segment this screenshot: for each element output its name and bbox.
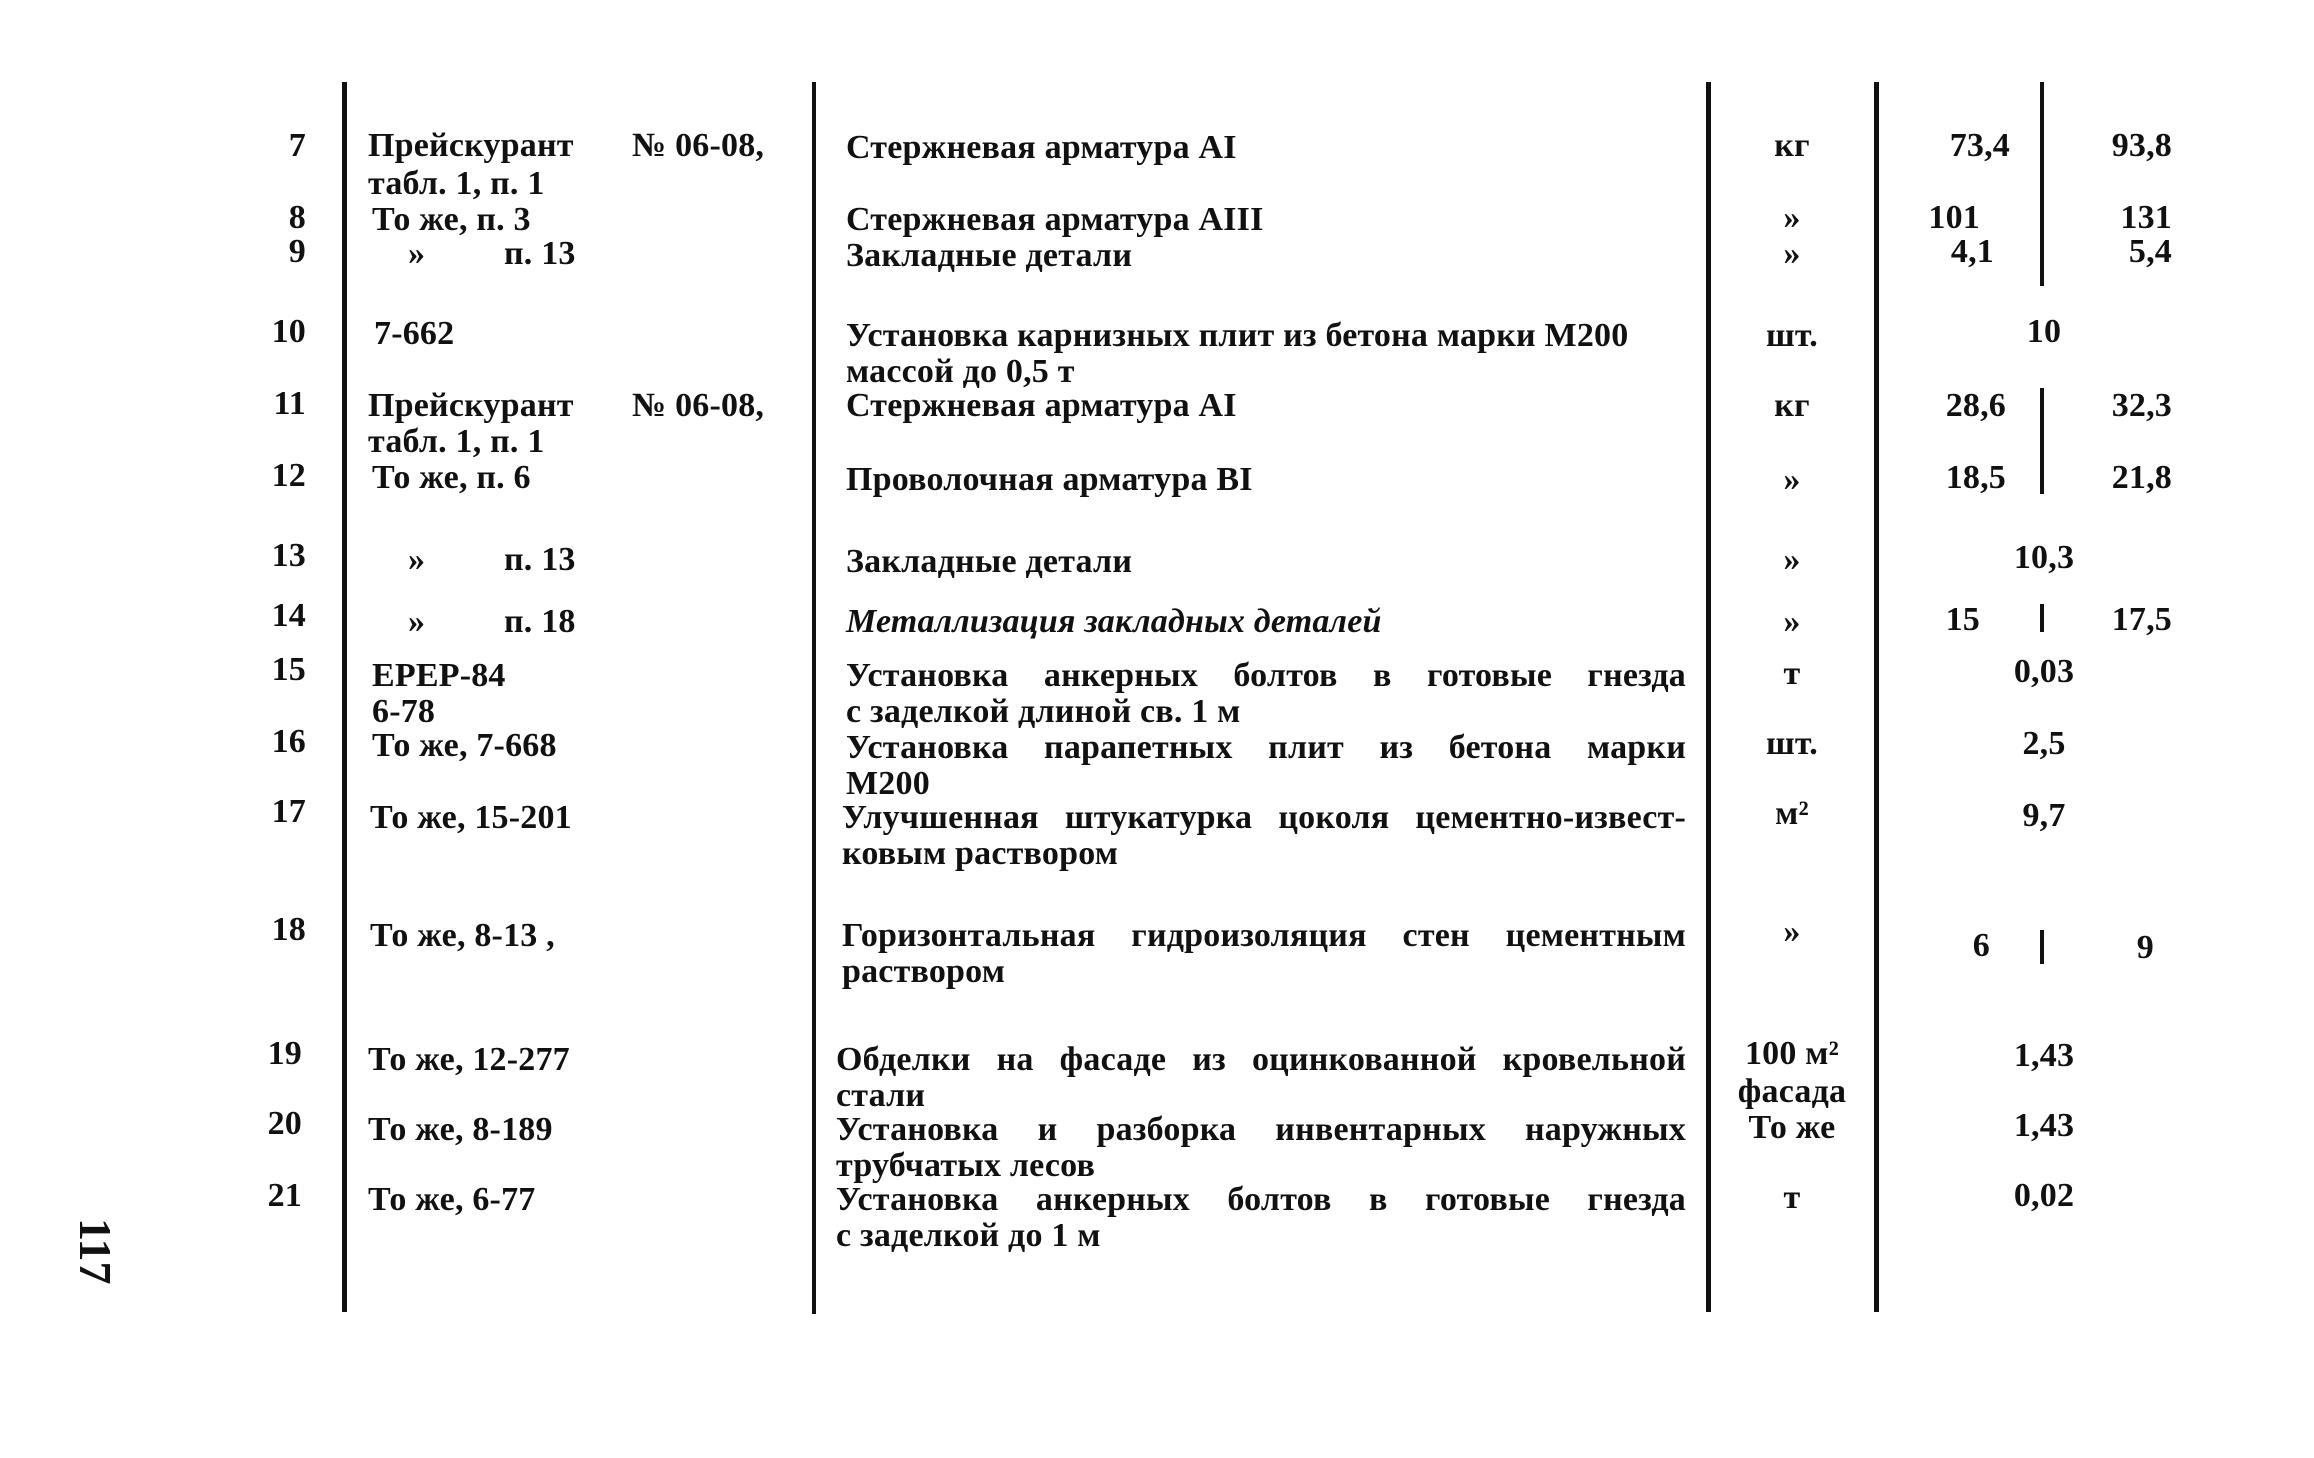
reference: ЕРЕР-84 (372, 657, 506, 694)
row-number: 8 (288, 199, 306, 236)
reference-item: п. 13 (504, 541, 576, 578)
row-number: 21 (267, 1177, 302, 1214)
reference-number: № 06-08, (632, 387, 765, 424)
unit: » (1783, 603, 1801, 640)
value: 1,43 (2013, 1107, 2075, 1144)
value: 0,03 (2013, 653, 2075, 690)
row-number: 16 (271, 723, 306, 760)
value-1: 4,1 (1950, 233, 1994, 270)
description (846, 318, 1698, 390)
reference-line-2: табл. 1, п. 1 (368, 165, 545, 202)
reference: То же, 6-77 (368, 1181, 536, 1218)
description-line-2: с заделкой длиной св. 1 м (846, 693, 1241, 730)
description (836, 1182, 1686, 1254)
description (846, 202, 1686, 238)
ditto-mark: » (408, 235, 426, 272)
description-text: Закладные детали (846, 543, 1133, 580)
description-text: Металлизация закладных деталей (846, 603, 1382, 640)
row-number: 19 (267, 1035, 302, 1072)
description-text: Стержневая арматура AIII (846, 201, 1264, 238)
reference: 7-662 (374, 315, 455, 352)
reference: То же, 8-189 (368, 1111, 553, 1148)
unit: » (1783, 235, 1801, 272)
description-line-2: с заделкой до 1 м (836, 1217, 1101, 1254)
value-split-rule (2040, 930, 2044, 964)
page-number: 117 (70, 1218, 121, 1285)
unit-line-2: фасада (1737, 1073, 1847, 1110)
ditto-mark: » (408, 541, 426, 578)
row-number: 20 (267, 1105, 302, 1142)
unit: м² (1775, 795, 1809, 832)
value-2: 5,4 (2128, 233, 2172, 270)
description (846, 462, 1686, 498)
description-line-2: ковым раствором (842, 835, 1119, 872)
description-line-2: M200 (846, 765, 930, 802)
value: 10 (2026, 313, 2062, 350)
description-line-1: Горизонтальная гидроизоляция стен цементным (842, 917, 1686, 954)
value-1: 101 (1928, 199, 1980, 236)
description-line-2: раствором (842, 953, 1006, 990)
description (846, 730, 1686, 802)
value-2: 21,8 (2111, 459, 2172, 496)
value: 2,5 (2022, 725, 2066, 762)
description (846, 604, 1686, 640)
description (846, 130, 1686, 166)
value-2: 9 (2136, 929, 2154, 966)
description (846, 388, 1686, 424)
row-number: 17 (271, 793, 306, 830)
reference: То же, 15-201 (370, 799, 572, 836)
unit: » (1783, 199, 1801, 236)
unit: » (1783, 913, 1801, 950)
unit: То же (1748, 1109, 1836, 1146)
column-rule (342, 82, 347, 1312)
unit: кг (1774, 387, 1810, 424)
column-rule (1874, 82, 1879, 1312)
reference: То же, 8-13 , (370, 917, 555, 954)
reference: Прейскурант (368, 387, 574, 424)
description-line-1: Установка парапетных плит из бетона марки (846, 729, 1686, 766)
description-line-2: стали (836, 1077, 926, 1114)
reference-line-2: табл. 1, п. 1 (368, 423, 545, 460)
column-rule (1706, 82, 1711, 1312)
row-number: 10 (271, 313, 306, 350)
value: 0,02 (2013, 1177, 2075, 1214)
description-line-1: Установка карнизных плит из бетона марки M200 (846, 317, 1629, 354)
unit: » (1783, 461, 1801, 498)
value-2: 17,5 (2111, 601, 2172, 638)
reference-line-2: 6-78 (372, 693, 436, 730)
value: 10,3 (2013, 539, 2075, 576)
unit: шт. (1766, 725, 1818, 762)
description (846, 238, 1686, 274)
reference-item: п. 13 (504, 235, 576, 272)
reference-number: № 06-08, (632, 127, 765, 164)
row-number: 14 (271, 597, 306, 634)
description-line-1: Обделки на фасаде из оцинкованной кровельной (836, 1041, 1686, 1078)
description (836, 1112, 1686, 1184)
description (842, 800, 1686, 872)
ditto-mark: » (408, 603, 426, 640)
description (842, 918, 1686, 990)
unit: шт. (1766, 317, 1818, 354)
row-number: 11 (273, 385, 306, 422)
reference: То же, п. 6 (372, 459, 531, 496)
value-1: 28,6 (1945, 387, 2006, 424)
row-number: 18 (271, 911, 306, 948)
unit: т (1783, 1179, 1801, 1216)
value-2: 32,3 (2111, 387, 2172, 424)
description (846, 544, 1686, 580)
value-split-rule (2040, 388, 2044, 494)
description-text: Проволочная арматура BI (846, 461, 1253, 498)
value-1: 6 (1972, 927, 1990, 964)
description (836, 1042, 1686, 1114)
row-number: 12 (271, 457, 306, 494)
description-line-1: Установка и разборка инвентарных наружных (836, 1111, 1686, 1148)
value-split-rule (2040, 82, 2044, 286)
value-2: 93,8 (2111, 127, 2172, 164)
description (846, 658, 1686, 730)
value: 9,7 (2022, 797, 2066, 834)
description-text: Закладные детали (846, 237, 1133, 274)
description-line-1: Установка анкерных болтов в готовые гнезда (836, 1181, 1686, 1218)
unit: » (1783, 541, 1801, 578)
value-1: 15 (1945, 601, 1980, 638)
value: 1,43 (2013, 1037, 2075, 1074)
description-line-1: Установка анкерных болтов в готовые гнезда (846, 657, 1686, 694)
unit: т (1783, 655, 1801, 692)
reference: Прейскурант (368, 127, 574, 164)
value-1: 18,5 (1945, 459, 2006, 496)
description-line-1: Улучшенная штукатурка цоколя цементно-извест- (842, 799, 1686, 836)
reference: То же, 12-277 (368, 1041, 570, 1078)
row-number: 7 (288, 127, 306, 164)
reference: То же, 7-668 (372, 727, 557, 764)
value-1: 73,4 (1949, 127, 2010, 164)
reference-item: п. 18 (504, 603, 576, 640)
row-number: 13 (271, 537, 306, 574)
value-2: 131 (2120, 199, 2172, 236)
value-split-rule (2040, 604, 2044, 632)
row-number: 9 (288, 233, 306, 270)
row-number: 15 (271, 651, 306, 688)
description-text: Стержневая арматура AI (846, 129, 1237, 166)
description-line-2: трубчатых лесов (836, 1147, 1096, 1184)
reference: То же, п. 3 (372, 201, 531, 238)
description-line-2: массой до 0,5 т (846, 353, 1075, 390)
unit: кг (1774, 127, 1810, 164)
column-rule (812, 82, 816, 1314)
unit: 100 м² (1744, 1035, 1840, 1072)
description-text: Стержневая арматура AI (846, 387, 1237, 424)
